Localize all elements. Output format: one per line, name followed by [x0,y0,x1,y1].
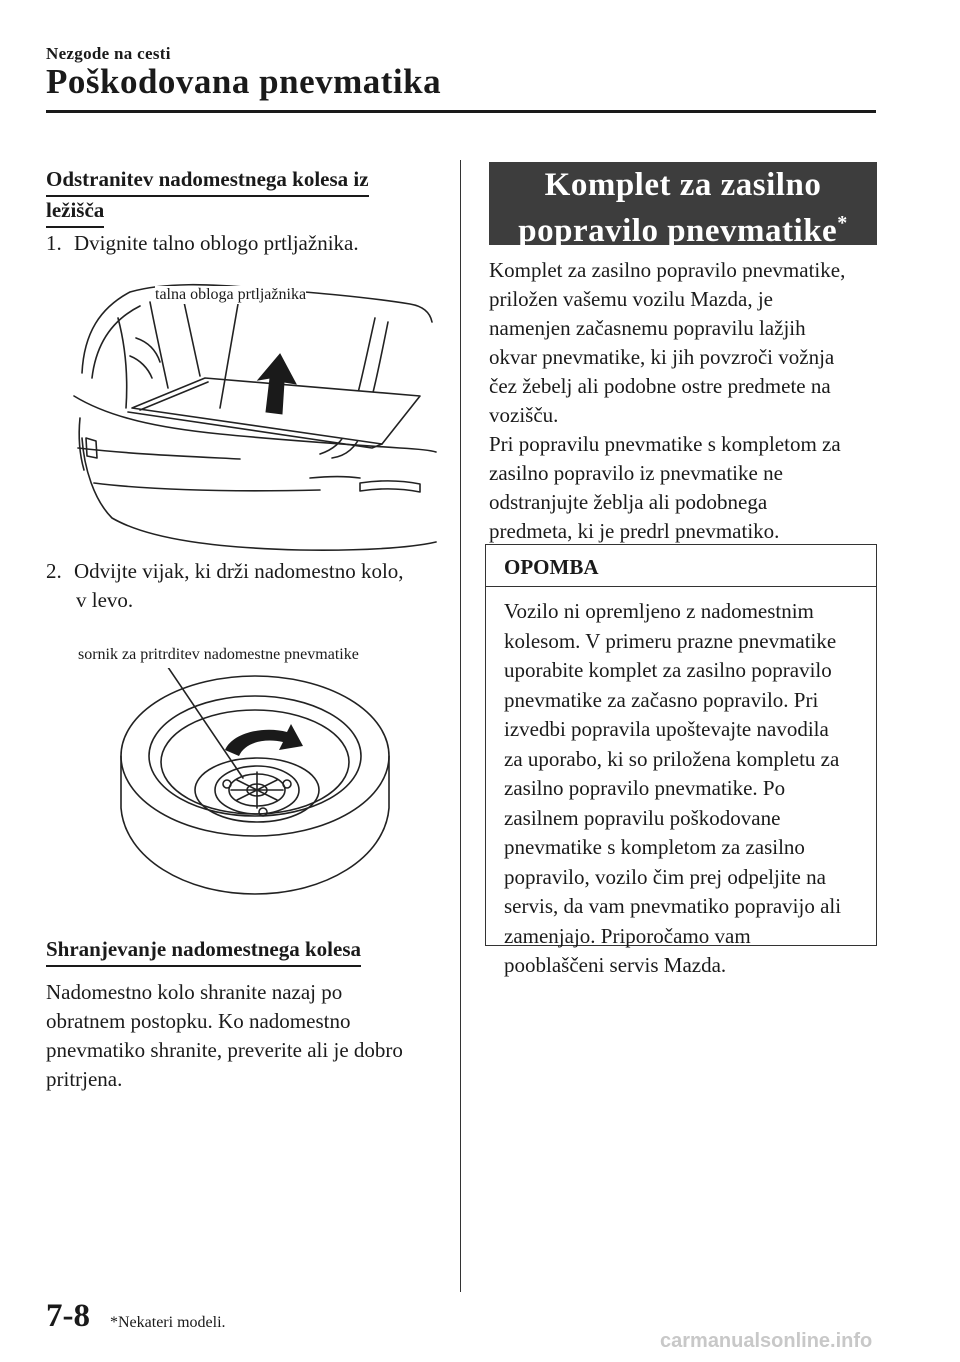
intro-paragraph [489,256,879,546]
note-line: kolesom. V primeru prazne pnevmatike [504,628,837,653]
intro-line: priložen vašemu vozilu Mazda, je [489,287,773,311]
step-2-number: 2. [46,559,62,583]
removal-heading-line2: ležišča [46,197,104,228]
note-box [485,544,877,977]
intro-line: namenjen začasnemu popravilu lažjih [489,316,806,340]
page-number: 7-8 [46,1298,90,1334]
spare-tire-bolt-illustration [115,668,395,898]
storage-line: pnevmatiko shranite, preverite ali je dobro [46,1038,403,1062]
note-title: OPOMBA [486,545,876,587]
footnote: *Nekateri modeli. [110,1314,226,1331]
step-1 [46,229,359,258]
note-line: zasilnem popravilu poškodovane [504,805,781,830]
note-line: popravilo, vozilo čim prej odpeljite na [504,864,826,889]
step-2-text: Odvijte vijak, ki drži nadomestno kolo, [74,559,404,583]
note-line: za uporabo, ki so priložena kompletu za [504,746,840,771]
step-1-text: Dvignite talno oblogo prtljažnika. [74,231,359,255]
column-divider [460,160,461,1292]
banner-line1: Komplet za zasilno [544,167,822,203]
title-rule [46,110,876,113]
storage-line: pritrjena. [46,1067,123,1091]
storage-paragraph [46,978,446,1094]
feature-banner [489,162,877,249]
note-line: zasilno popravilo pnevmatike. Po [504,776,786,800]
intro-line: Komplet za zasilno popravilo pnevmatike, [489,258,846,282]
intro-line: okvar pnevmatike, ki jih povzroči vožnja [489,345,835,369]
storage-line: obratnem postopku. Ko nadomestno [46,1009,351,1033]
note-line: pnevmatike s kompletom za zasilno [504,835,805,859]
note-line: zamenjajo. Priporočamo vam [504,923,751,948]
note-line: servis, da vam pnevmatiko popravijo ali [504,894,842,918]
storage-line: Nadomestno kolo shranite nazaj po [46,980,343,1004]
removal-heading-line1: Odstranitev nadomestnega kolesa iz [46,166,369,197]
note-body [486,587,876,981]
step-1-number: 1. [46,231,62,255]
intro-line: zasilno popravilo iz pnevmatike ne [489,461,783,485]
storage-heading-text: Shranjevanje nadomestnega kolesa [46,936,361,967]
removal-heading [46,166,406,228]
intro-line: odstranjujte žeblja ali podobnega [489,490,768,514]
intro-line: predmeta, ki je predrl pnevmatiko. [489,519,780,543]
figure1-label: talna obloga prtljažnika [155,286,307,303]
note-line: uporabite komplet za zasilno popravilo [504,658,832,682]
banner-marker: * [837,212,848,234]
note-line: Vozilo ni opremljeno z nadomestnim [504,599,814,623]
storage-heading [46,936,361,967]
step-2 [46,557,404,615]
intro-line: čez žebelj ali podobne ostre predmete na [489,374,831,398]
trunk-floor-cover-illustration [70,278,440,556]
section-name: Nezgode na cesti [46,44,171,63]
banner-line2-text: popravilo pnevmatike [518,213,838,249]
step-2-text-cont: v levo. [76,588,134,612]
banner-line2 [489,204,877,250]
page-title: Poškodovana pnevmatika [46,62,442,101]
note-line: pooblaščeni servis Mazda. [504,953,727,977]
watermark: carmanualsonline.info [660,1330,873,1352]
intro-line: Pri popravilu pnevmatike s kompletom za [489,432,841,456]
note-line: pnevmatike za začasno popravilo. Pri [504,687,819,712]
intro-line: vozišču. [489,403,559,427]
figure2-label: sornik za pritrditev nadomestne pnevmatike [78,646,359,663]
note-line: izvedbi popravila upoštevajte navodila [504,717,829,741]
